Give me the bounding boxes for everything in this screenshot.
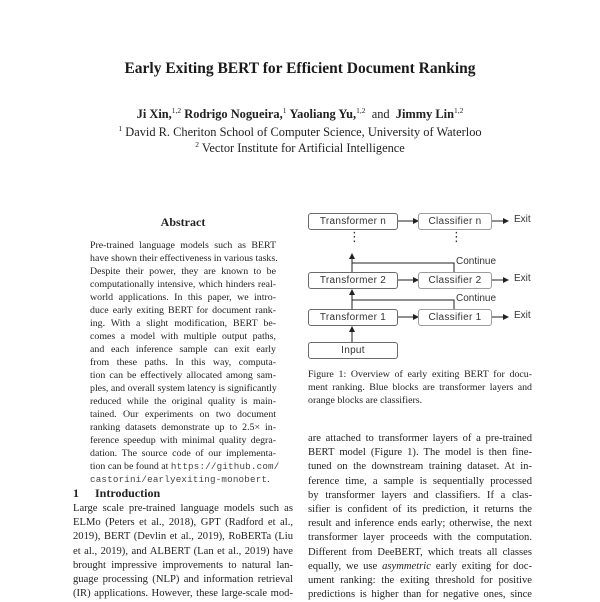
- exit-label: Exit: [514, 273, 531, 284]
- abstract-line: world applications. In this paper, we intro-: [90, 292, 276, 303]
- abstract-line: and each inference sample can exit early: [90, 344, 276, 355]
- intro-line: et al., 2019), and ALBERT (Lan et al., 2019) have: [73, 545, 293, 557]
- emphasis-text: asymmetric: [382, 560, 431, 572]
- right-column-body: [308, 432, 532, 602]
- body-text: early exiting for doc-: [430, 560, 532, 572]
- abstract-line: Pre-trained language models such as BERT: [90, 240, 276, 251]
- author-affil-sup: 1,2: [453, 106, 464, 115]
- section-number: 1: [73, 486, 79, 500]
- abstract-line: ing. With a slight modification, BERT be-: [90, 318, 276, 329]
- input-block: Input: [308, 342, 398, 359]
- abstract-line: tion can be effectively allocated among sam-: [90, 370, 276, 381]
- continue-label: Continue: [456, 256, 497, 267]
- author-name: Yaoliang Yu,: [289, 107, 357, 121]
- body-line: result and inference ends early; otherwise, the next: [308, 518, 532, 530]
- body-line: tuned on the downstream training dataset. At in-: [308, 461, 532, 473]
- author-name: Rodrigo Nogueira,: [184, 107, 283, 121]
- abstract-line: ference speedup with minimal quality degra-: [90, 435, 276, 446]
- abstract-line: comes a model with multiple output paths,: [90, 331, 276, 342]
- abstract-line: Despite their power, they are known to be: [90, 266, 276, 277]
- abstract-line: ples, and overall system latency is significantly: [90, 383, 277, 394]
- author-name: Jimmy Lin: [395, 107, 454, 121]
- abstract-text: tion can be found at: [90, 461, 171, 472]
- abstract-line: tained. Our experiments on two document: [90, 409, 276, 420]
- body-line: sifier is confident of its prediction, it returns the: [308, 504, 532, 516]
- affiliation-text: Vector Institute for Artificial Intelligence: [201, 141, 405, 155]
- transformer-1-block: Transformer 1: [308, 309, 398, 326]
- author-affil-sup: 1,2: [356, 106, 366, 115]
- abstract-line: have shown their effectiveness in various tasks.: [90, 253, 278, 264]
- caption-line: Figure 1: Overview of early exiting BERT for docu-: [308, 369, 532, 380]
- classifier-2-block: Classifier 2: [418, 272, 492, 289]
- transformer-n-block: Transformer n: [308, 213, 398, 230]
- abstract-line: [90, 460, 280, 473]
- affiliation: [0, 140, 600, 156]
- code-url-link[interactable]: https://github.com/: [170, 461, 280, 472]
- introduction-body: [73, 502, 293, 601]
- abstract-line: from these paths. In this way, computa-: [90, 357, 276, 368]
- abstract-line: reduced while the original quality is main-: [90, 396, 276, 407]
- author-list: [0, 106, 600, 122]
- author-affil-sup: 1: [282, 106, 287, 115]
- affiliation-sup: 1: [118, 124, 123, 133]
- abstract-text: .: [267, 474, 270, 485]
- body-line: ument ranking: the exiting threshold for positive: [308, 575, 532, 587]
- transformer-2-block: Transformer 2: [308, 272, 398, 289]
- exit-label: Exit: [514, 214, 531, 225]
- code-url-link[interactable]: castorini/earlyexiting-monobert: [90, 474, 268, 485]
- affiliation-sup: 2: [195, 140, 199, 149]
- author-name: Ji Xin,: [136, 107, 172, 121]
- and-word: and: [371, 107, 390, 121]
- continue-label: Continue: [456, 293, 497, 304]
- body-line: transformer layer proceeds with the computation.: [308, 532, 532, 544]
- intro-line: brought impressive improvements to natural lan-: [73, 559, 293, 571]
- body-line: ference time, a sample is sequentially processed: [308, 475, 532, 487]
- caption-line: orange blocks are classifiers.: [308, 395, 423, 406]
- intro-line: ELMo (Peters et al., 2018), GPT (Radford et al.,: [73, 517, 293, 529]
- abstract-line: [90, 473, 276, 486]
- intro-line: 2019), BERT (Devlin et al., 2019), RoBERTa (Liu: [73, 531, 293, 543]
- author-affil-sup: 1,2: [171, 106, 182, 115]
- body-line: are attached to transformer layers of a pre-trained: [308, 433, 532, 444]
- body-line: [308, 560, 532, 574]
- abstract-line: computationally intensive, which hinders real-: [90, 279, 276, 290]
- body-text: equally, we use: [308, 560, 383, 572]
- paper-title: Early Exiting BERT for Efficient Document Ranking: [124, 60, 476, 77]
- figure-1-caption: [308, 368, 532, 407]
- section-title: Introduction: [95, 486, 161, 500]
- affiliation-text: David R. Cheriton School of Computer Science, University of Waterloo: [125, 125, 482, 139]
- exit-label: Exit: [514, 310, 531, 321]
- intro-line: Large scale pre-trained language models such as: [73, 503, 293, 514]
- abstract-body: [90, 239, 280, 486]
- abstract-line: dation. The source code of our implementa-: [90, 448, 276, 459]
- classifier-1-block: Classifier 1: [418, 309, 492, 326]
- abstract-heading: Abstract: [160, 215, 206, 229]
- abstract-line: ranking datasets demonstrate up to 2.5× in-: [90, 422, 276, 433]
- body-line: by transformer layers and classifiers. If a clas-: [308, 489, 532, 501]
- body-line: Different from DeeBERT, which treats all classes: [308, 546, 532, 558]
- classifier-n-block: Classifier n: [418, 213, 492, 230]
- vertical-ellipsis-icon: ⋮: [450, 229, 463, 244]
- figure-1-diagram: [308, 212, 548, 362]
- abstract-line: duce early exiting BERT for document rank-: [90, 305, 276, 316]
- caption-line: ment ranking. Blue blocks are transformer layers and: [308, 382, 532, 393]
- section-heading-introduction: [73, 486, 160, 501]
- body-line: BERT model (Figure 1). The model is then fine-: [308, 447, 532, 459]
- intro-line: (IR) applications. However, these large-scale mod-: [73, 588, 293, 600]
- affiliation: [0, 124, 600, 140]
- vertical-ellipsis-icon: ⋮: [348, 229, 361, 244]
- intro-line: guage processing (NLP) and information retrieval: [73, 574, 293, 586]
- body-line: predictions is higher than for negative ones, since: [308, 589, 532, 601]
